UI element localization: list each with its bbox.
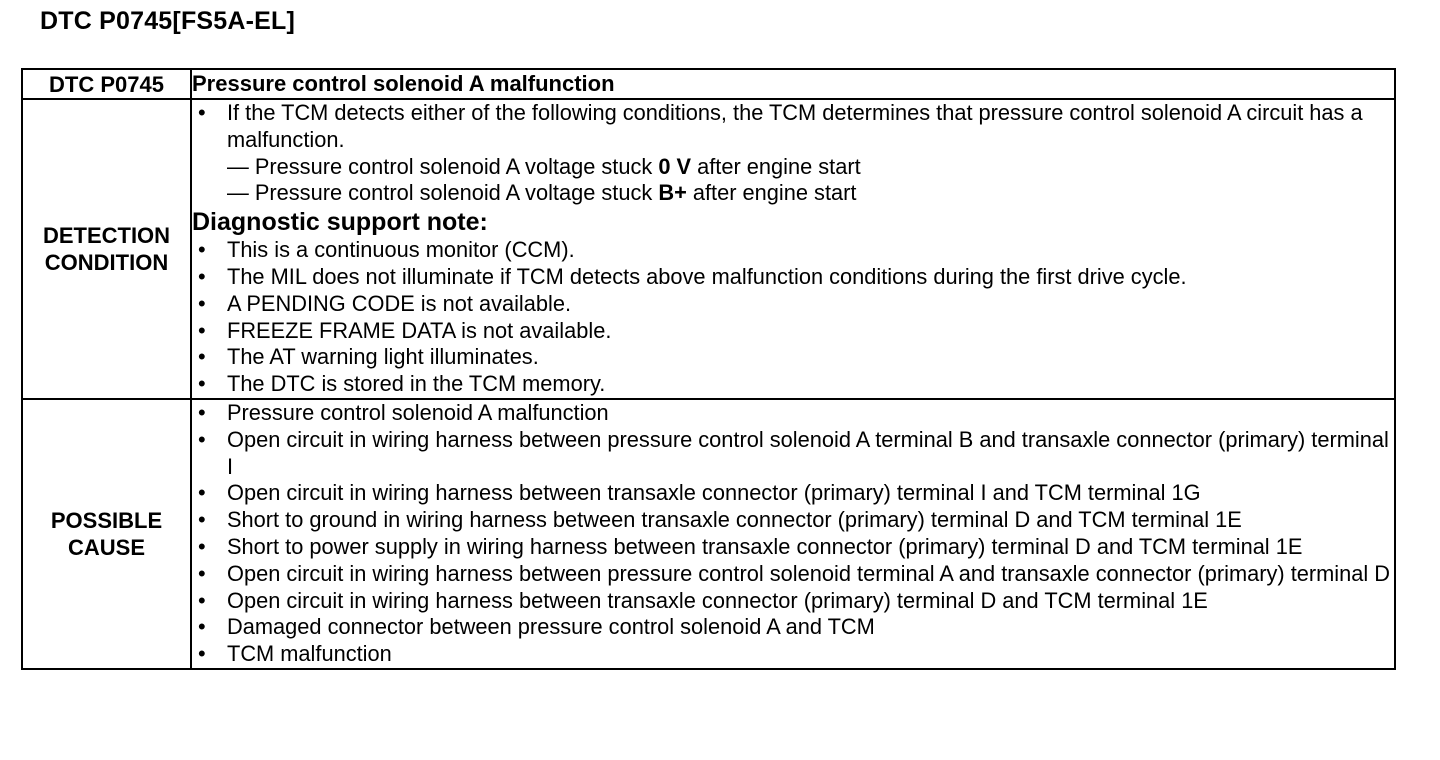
cause-item: • Open circuit in wiring harness between pressure control solenoid terminal A and transaxle connector (primary) terminal D	[192, 561, 1394, 588]
sub-item-value: 0 V	[658, 153, 692, 179]
possible-cause-content	[191, 399, 1395, 669]
note-item: • FREEZE FRAME DATA is not available.	[192, 318, 1394, 345]
detection-row	[22, 99, 1395, 399]
note-item: • The DTC is stored in the TCM memory.	[192, 371, 1394, 398]
diagnostic-note-heading: Diagnostic support note:	[192, 208, 488, 237]
possible-cause-label	[22, 399, 191, 669]
detection-sub-item	[192, 180, 1394, 207]
sub-item-value: B+	[658, 180, 687, 206]
cause-item: • Open circuit in wiring harness between pressure control solenoid A terminal B and transaxle connector (primary) terminal I	[192, 427, 1394, 481]
cause-item: • Pressure control solenoid A malfunction	[192, 400, 1394, 427]
note-item: • This is a continuous monitor (CCM).	[192, 237, 1394, 264]
possible-cause-row	[22, 399, 1395, 669]
sub-item-prefix: — Pressure control solenoid A voltage stuck	[227, 153, 659, 179]
note-item: • The MIL does not illuminate if TCM detects above malfunction conditions during the first drive cycle.	[192, 264, 1394, 291]
cause-item: • Open circuit in wiring harness between transaxle connector (primary) terminal D and TCM terminal 1E	[192, 588, 1394, 615]
note-item: • The AT warning light illuminates.	[192, 344, 1394, 371]
detection-label-line1: DETECTION	[42, 222, 171, 248]
possible-cause-label-line2: CAUSE	[67, 534, 145, 560]
header-row	[22, 69, 1395, 99]
cause-item: • Short to ground in wiring harness between transaxle connector (primary) terminal D and TCM terminal 1E	[192, 507, 1394, 534]
dtc-description-cell: Pressure control solenoid A malfunction	[191, 69, 1395, 99]
sub-item-prefix: — Pressure control solenoid A voltage stuck	[227, 180, 659, 206]
cause-item: • Damaged connector between pressure control solenoid A and TCM	[192, 614, 1394, 641]
detection-main-text: If the TCM detects either of the following conditions, the TCM determines that pressure control solenoid A circuit has a malfunction.	[227, 100, 1363, 152]
dtc-table	[21, 68, 1396, 670]
sub-item-suffix: after engine start	[686, 180, 857, 206]
sub-item-suffix: after engine start	[691, 153, 861, 179]
cause-item: • Open circuit in wiring harness between transaxle connector (primary) terminal I and TCM terminal 1G	[192, 480, 1394, 507]
detection-content	[191, 99, 1395, 399]
detection-list	[192, 100, 1394, 154]
detection-main-bullet	[192, 100, 1394, 154]
cause-item: • TCM malfunction	[192, 641, 1394, 668]
note-item: • A PENDING CODE is not available.	[192, 291, 1394, 318]
detection-label-line2: CONDITION	[44, 249, 169, 275]
page-title: DTC P0745[FS5A-EL]	[40, 7, 296, 35]
possible-cause-list	[192, 400, 1394, 668]
cause-item: • Short to power supply in wiring harness between transaxle connector (primary) terminal D and TCM terminal 1E	[192, 534, 1394, 561]
diagnostic-notes-list	[192, 237, 1394, 398]
dtc-code-cell: DTC P0745	[22, 69, 191, 99]
detection-sub-item	[192, 154, 1394, 181]
possible-cause-label-line1: POSSIBLE	[50, 507, 163, 533]
detection-label	[22, 99, 191, 399]
